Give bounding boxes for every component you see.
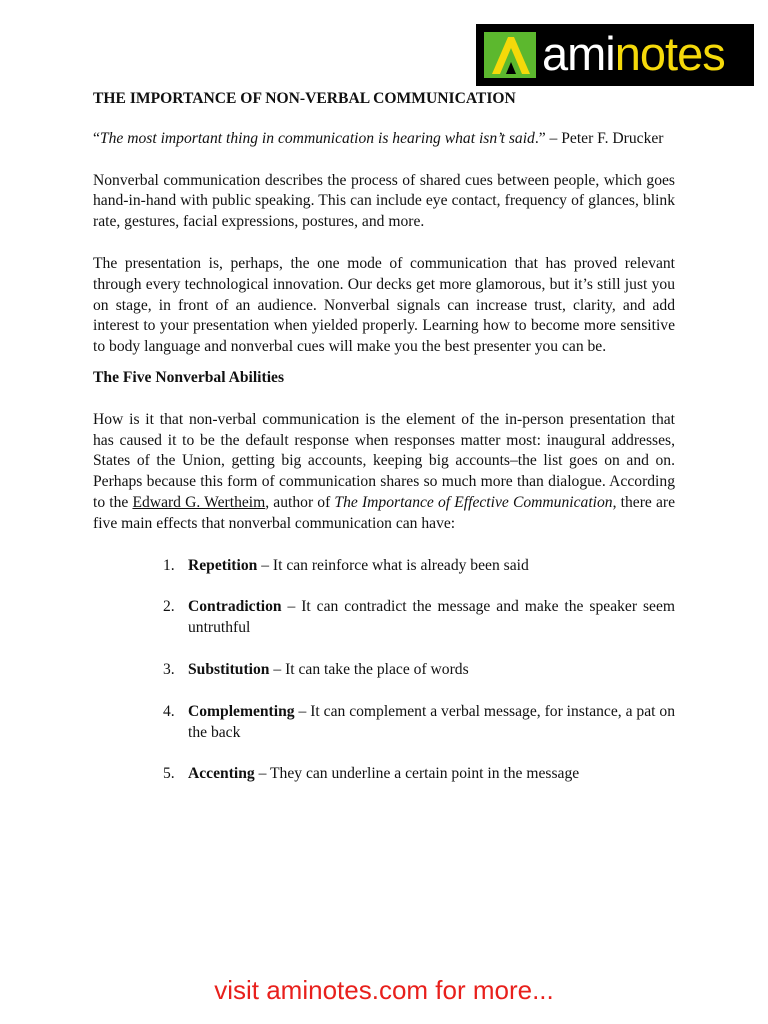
list-item	[93, 660, 675, 681]
abilities-text-mid: , author of	[265, 493, 335, 511]
abilities-text-start: How is it that non-verbal communication is the element of the in-person presentation that has caused it to be the default response when responses matter most: inaugural addresses, States of the Union, getting big accounts, keeping big accounts–the list goes on and on. Perhaps because this form of communication shares so much more than dialogue. According to the	[93, 410, 675, 511]
list-item	[93, 764, 675, 785]
list-term: Substitution	[188, 660, 270, 678]
footer-link[interactable]: visit aminotes.com for more...	[214, 975, 554, 1005]
quote-open-mark: “	[93, 129, 100, 147]
paragraph-abilities	[93, 410, 675, 535]
logo-ami: ami	[542, 26, 615, 80]
aminotes-logo	[476, 24, 754, 86]
quote-attribution: .” – Peter F. Drucker	[534, 129, 664, 147]
list-item	[93, 556, 675, 577]
book-title: The Importance of Effective Communication	[334, 493, 613, 511]
list-desc: – It can reinforce what is already been said	[257, 556, 529, 574]
list-item	[93, 597, 675, 639]
list-number: 4.	[163, 702, 175, 720]
quote-text: The most important thing in communication is hearing what isn’t said	[99, 129, 535, 147]
paragraph-intro: Nonverbal communication describes the process of shared cues between people, which goes hand-in-hand with public speaking. This can include eye contact, frequency of glances, blink rate, gestures, facial expressions, postures, and more.	[93, 171, 675, 231]
list-desc: – It can contradict the message and make the speaker seem untruthful	[188, 598, 675, 637]
list-term: Accenting	[188, 765, 255, 783]
opening-quote	[93, 129, 675, 150]
logo-wordmark	[542, 26, 725, 80]
document-title: THE IMPORTANCE OF NON-VERBAL COMMUNICATION	[93, 90, 516, 107]
list-number: 5.	[163, 765, 175, 783]
aminotes-a-icon	[484, 32, 536, 78]
list-item	[93, 702, 675, 744]
list-number: 1.	[163, 556, 175, 574]
wertheim-link[interactable]: Edward G. Wertheim	[132, 493, 266, 511]
effects-list	[93, 556, 675, 786]
section-heading: The Five Nonverbal Abilities	[93, 368, 285, 386]
abilities-text-end: , there are five main effects that nonverbal communication can have:	[93, 493, 675, 532]
list-number: 2.	[163, 598, 175, 616]
document-body	[93, 89, 675, 806]
list-desc: – They can underline a certain point in the message	[254, 765, 580, 783]
list-number: 3.	[163, 660, 175, 678]
list-desc: – It can take the place of words	[269, 660, 469, 678]
logo-notes: notes	[614, 26, 725, 80]
paragraph-presentation: The presentation is, perhaps, the one mode of communication that has proved relevant through every technological innovation. Our decks get more glamorous, but it’s still just you on stage, in front of an audience. Nonverbal signals can increase trust, clarity, and add interest to your presentation when yielded properly. Learning how to become more sensitive to body language and nonverbal cues will make you the best presenter you can be.	[93, 254, 675, 356]
list-term: Repetition	[188, 556, 258, 574]
list-term: Contradiction	[188, 598, 282, 616]
list-desc: – It can complement a verbal message, for instance, a pat on the back	[188, 702, 675, 741]
list-term: Complementing	[188, 702, 295, 720]
